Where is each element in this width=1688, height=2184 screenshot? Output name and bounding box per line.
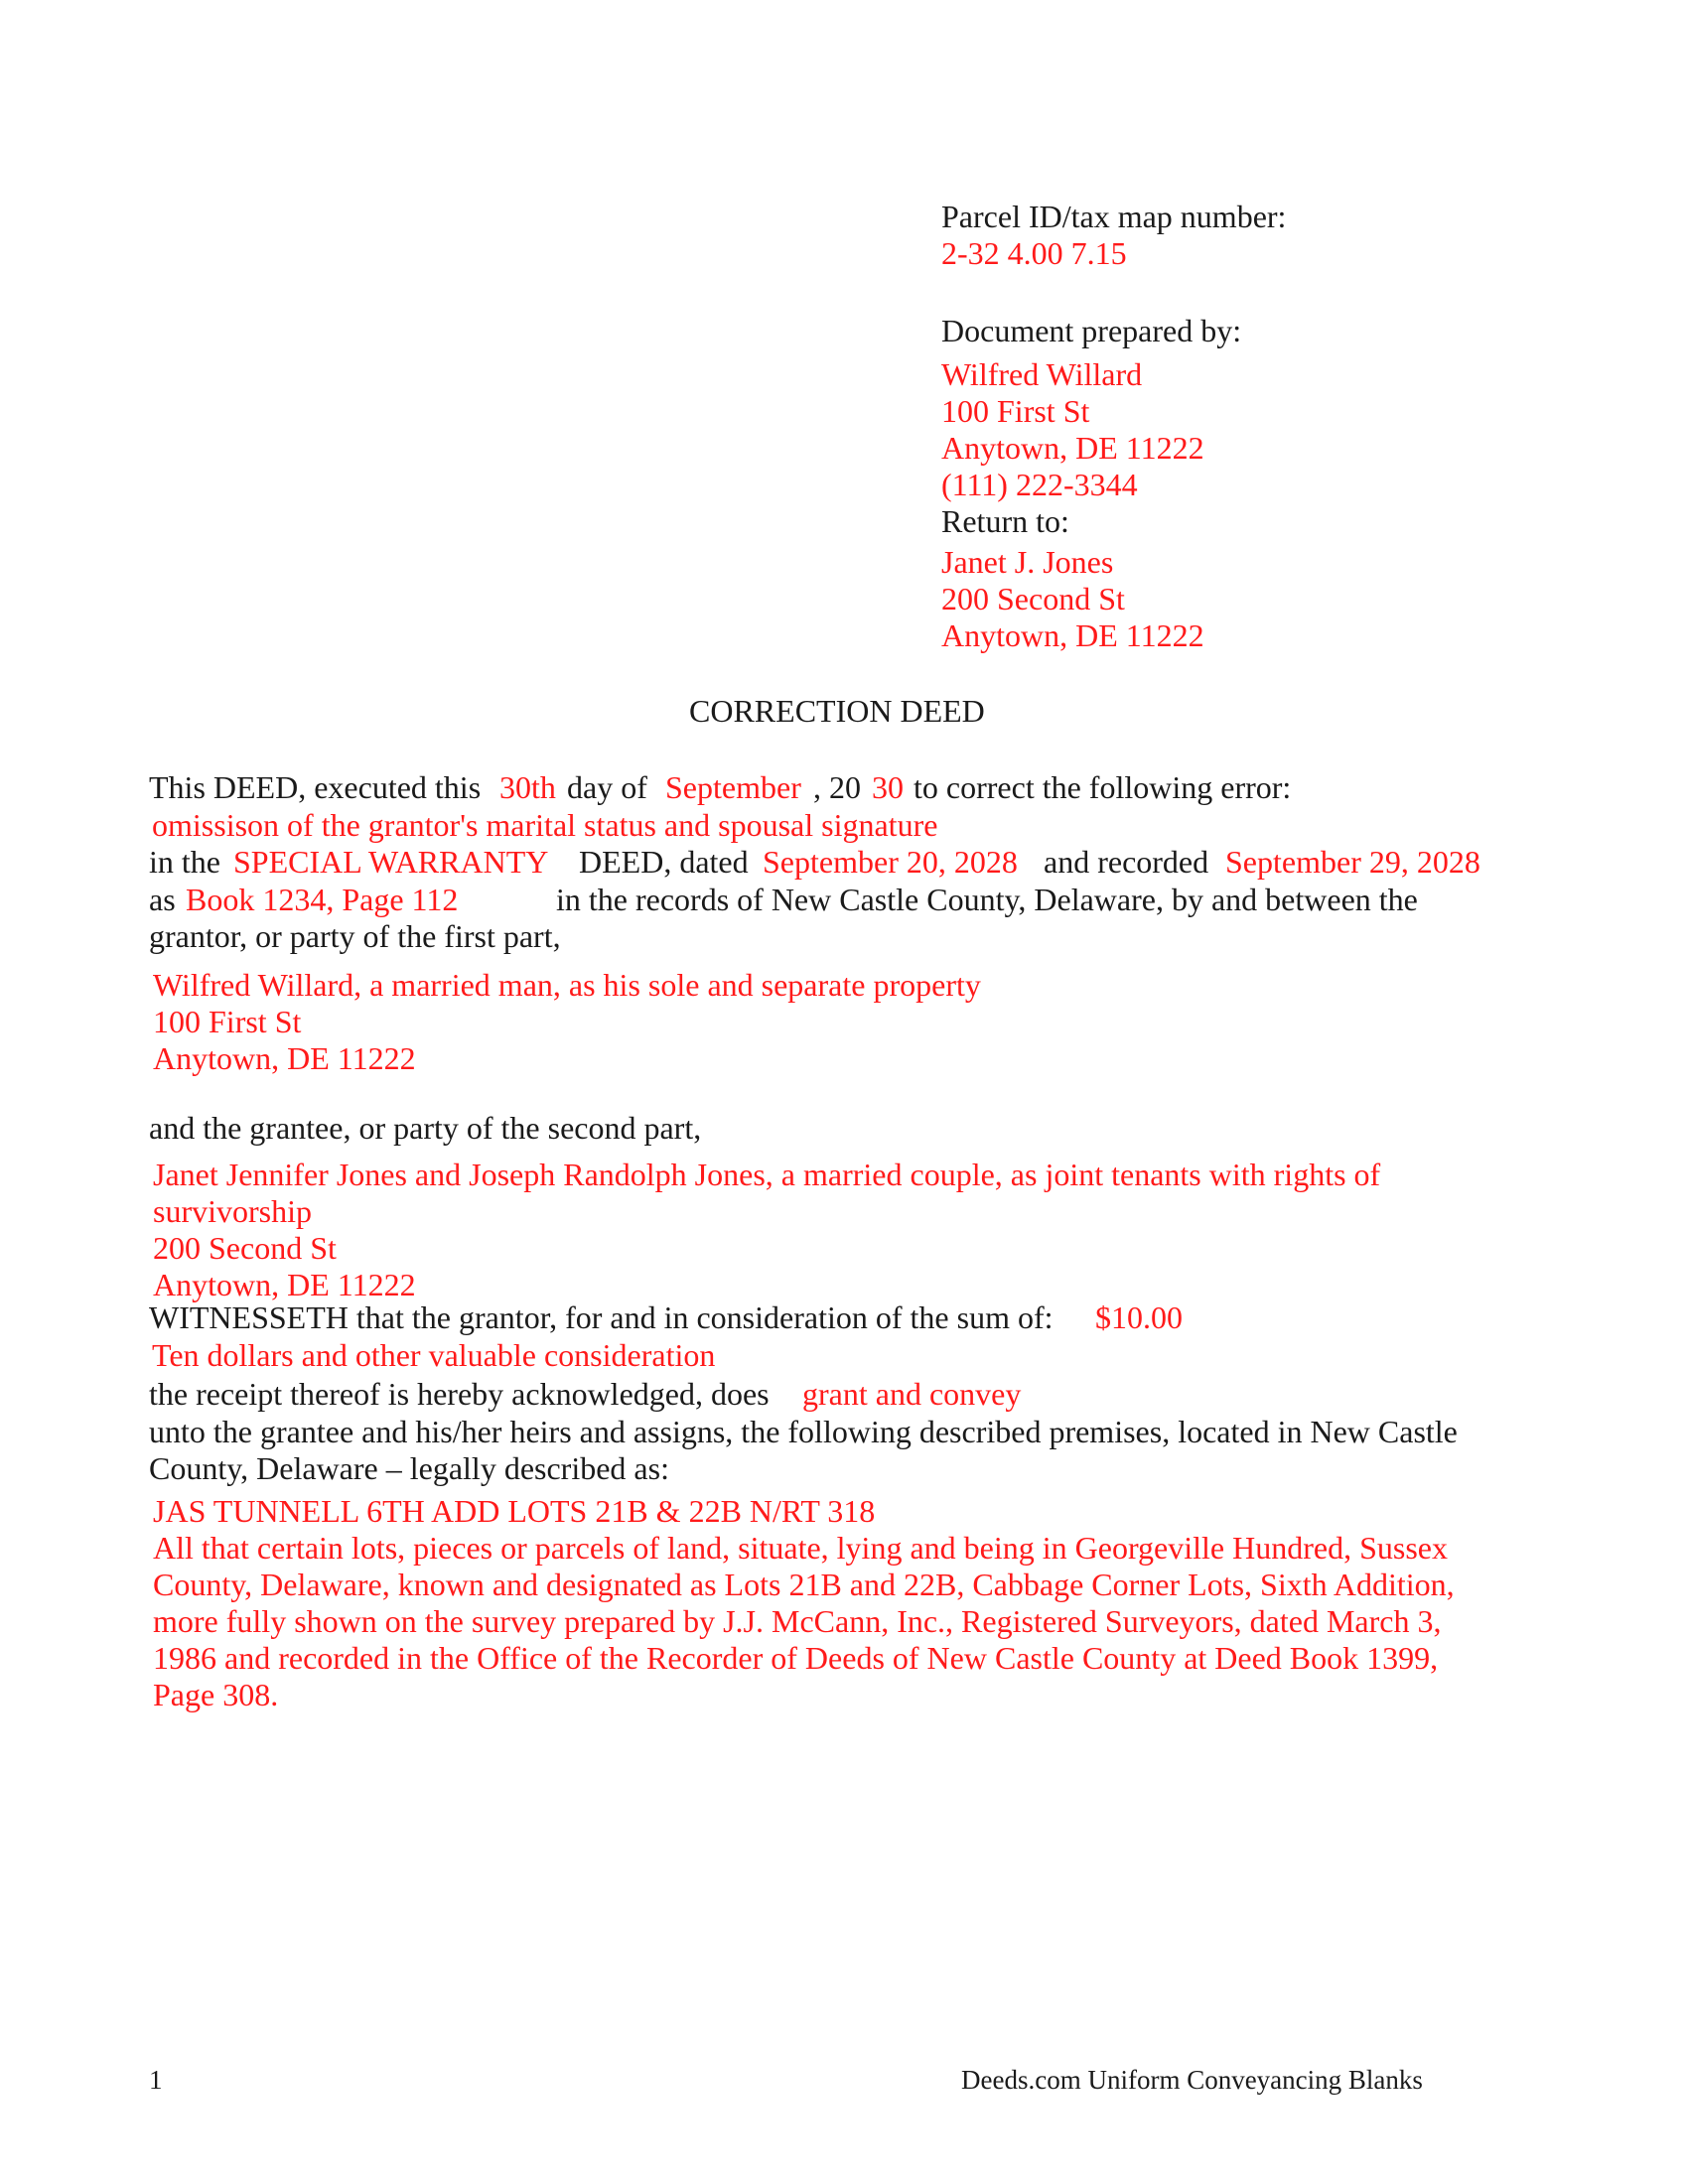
legal-line: Page 308. bbox=[153, 1677, 279, 1712]
consideration-amount: $10.00 bbox=[1095, 1299, 1183, 1335]
footer-brand: Deeds.com Uniform Conveyancing Blanks bbox=[961, 2065, 1423, 2095]
parcel-value: 2-32 4.00 7.15 bbox=[941, 235, 1127, 271]
error-description: omissison of the grantor's marital status and spousal signature bbox=[152, 807, 938, 843]
return-to-label: Return to: bbox=[941, 503, 1069, 539]
legal-line: County, Delaware, known and designated as Lots 21B and 22B, Cabbage Corner Lots, Sixth Addition, bbox=[153, 1567, 1455, 1602]
return-name: Janet J. Jones bbox=[941, 544, 1114, 580]
grantor-block bbox=[153, 967, 981, 1077]
legal-line: 1986 and recorded in the Office of the Recorder of Deeds of New Castle County at Deed Book 1399, bbox=[153, 1640, 1439, 1676]
preparer-phone: (111) 222-3344 bbox=[941, 467, 1138, 502]
intro-text-4: to correct the following error: bbox=[914, 769, 1292, 805]
grantee-names: Janet Jennifer Jones and Joseph Randolph Jones, a married couple, as joint tenants with rights of bbox=[153, 1157, 1381, 1192]
consideration-words: Ten dollars and other valuable consideration bbox=[152, 1337, 716, 1373]
witness-text-1: WITNESSETH that the grantor, for and in consideration of the sum of: bbox=[149, 1299, 1054, 1335]
intro-text-8: as bbox=[149, 882, 176, 917]
witness-text-4: County, Delaware – legally described as: bbox=[149, 1450, 669, 1486]
grantor-street: 100 First St bbox=[153, 1004, 302, 1039]
page-title: CORRECTION DEED bbox=[689, 693, 985, 729]
execution-day: 30th bbox=[499, 769, 556, 805]
intro-text-1: This DEED, executed this bbox=[149, 769, 482, 805]
intro-text-10: grantor, or party of the first part, bbox=[149, 918, 561, 954]
grantee-street: 200 Second St bbox=[153, 1230, 337, 1266]
legal-line: more fully shown on the survey prepared by J.J. McCann, Inc., Registered Surveyors, dated March 3, bbox=[153, 1603, 1442, 1639]
grantor-name: Wilfred Willard, a married man, as his sole and separate property bbox=[153, 967, 981, 1003]
deed-recorded: September 29, 2028 bbox=[1225, 844, 1480, 880]
legal-description bbox=[153, 1493, 1455, 1713]
intro-text-6: DEED, dated bbox=[579, 844, 749, 880]
return-city: Anytown, DE 11222 bbox=[941, 617, 1204, 653]
prepared-by-label: Document prepared by: bbox=[941, 313, 1242, 348]
conveyance-action: grant and convey bbox=[802, 1376, 1022, 1412]
intro-text-3: , 20 bbox=[813, 769, 861, 805]
deed-dated: September 20, 2028 bbox=[763, 844, 1018, 880]
page-number: 1 bbox=[149, 2065, 163, 2095]
intro-text-5: in the bbox=[149, 844, 220, 880]
grantor-city: Anytown, DE 11222 bbox=[153, 1040, 416, 1076]
return-street: 200 Second St bbox=[941, 581, 1125, 616]
execution-year: 30 bbox=[872, 769, 904, 805]
execution-month: September bbox=[665, 769, 801, 805]
preparer-city: Anytown, DE 11222 bbox=[941, 430, 1204, 466]
grantee-city: Anytown, DE 11222 bbox=[153, 1267, 416, 1302]
grantee-block bbox=[153, 1157, 1380, 1303]
legal-line: All that certain lots, pieces or parcels of land, situate, lying and being in Georgeville Hundred, Sussex bbox=[153, 1530, 1448, 1566]
intro-text-9: in the records of New Castle County, Delaware, by and between the bbox=[556, 882, 1418, 917]
intro-text-2: day of bbox=[567, 769, 647, 805]
witness-text-2: the receipt thereof is hereby acknowledged, does bbox=[149, 1376, 770, 1412]
preparer-street: 100 First St bbox=[941, 393, 1090, 429]
intro-text-7: and recorded bbox=[1044, 844, 1209, 880]
book-page: Book 1234, Page 112 bbox=[186, 882, 459, 917]
deed-type: SPECIAL WARRANTY bbox=[233, 844, 549, 880]
preparer-name: Wilfred Willard bbox=[941, 356, 1143, 392]
witness-text-3: unto the grantee and his/her heirs and assigns, the following described premises, located in New Castle bbox=[149, 1414, 1458, 1449]
parcel-label: Parcel ID/tax map number: bbox=[941, 199, 1287, 234]
legal-line: JAS TUNNELL 6TH ADD LOTS 21B & 22B N/RT 318 bbox=[153, 1493, 876, 1529]
grantee-names-cont: survivorship bbox=[153, 1193, 312, 1229]
grantee-label: and the grantee, or party of the second part, bbox=[149, 1110, 702, 1146]
